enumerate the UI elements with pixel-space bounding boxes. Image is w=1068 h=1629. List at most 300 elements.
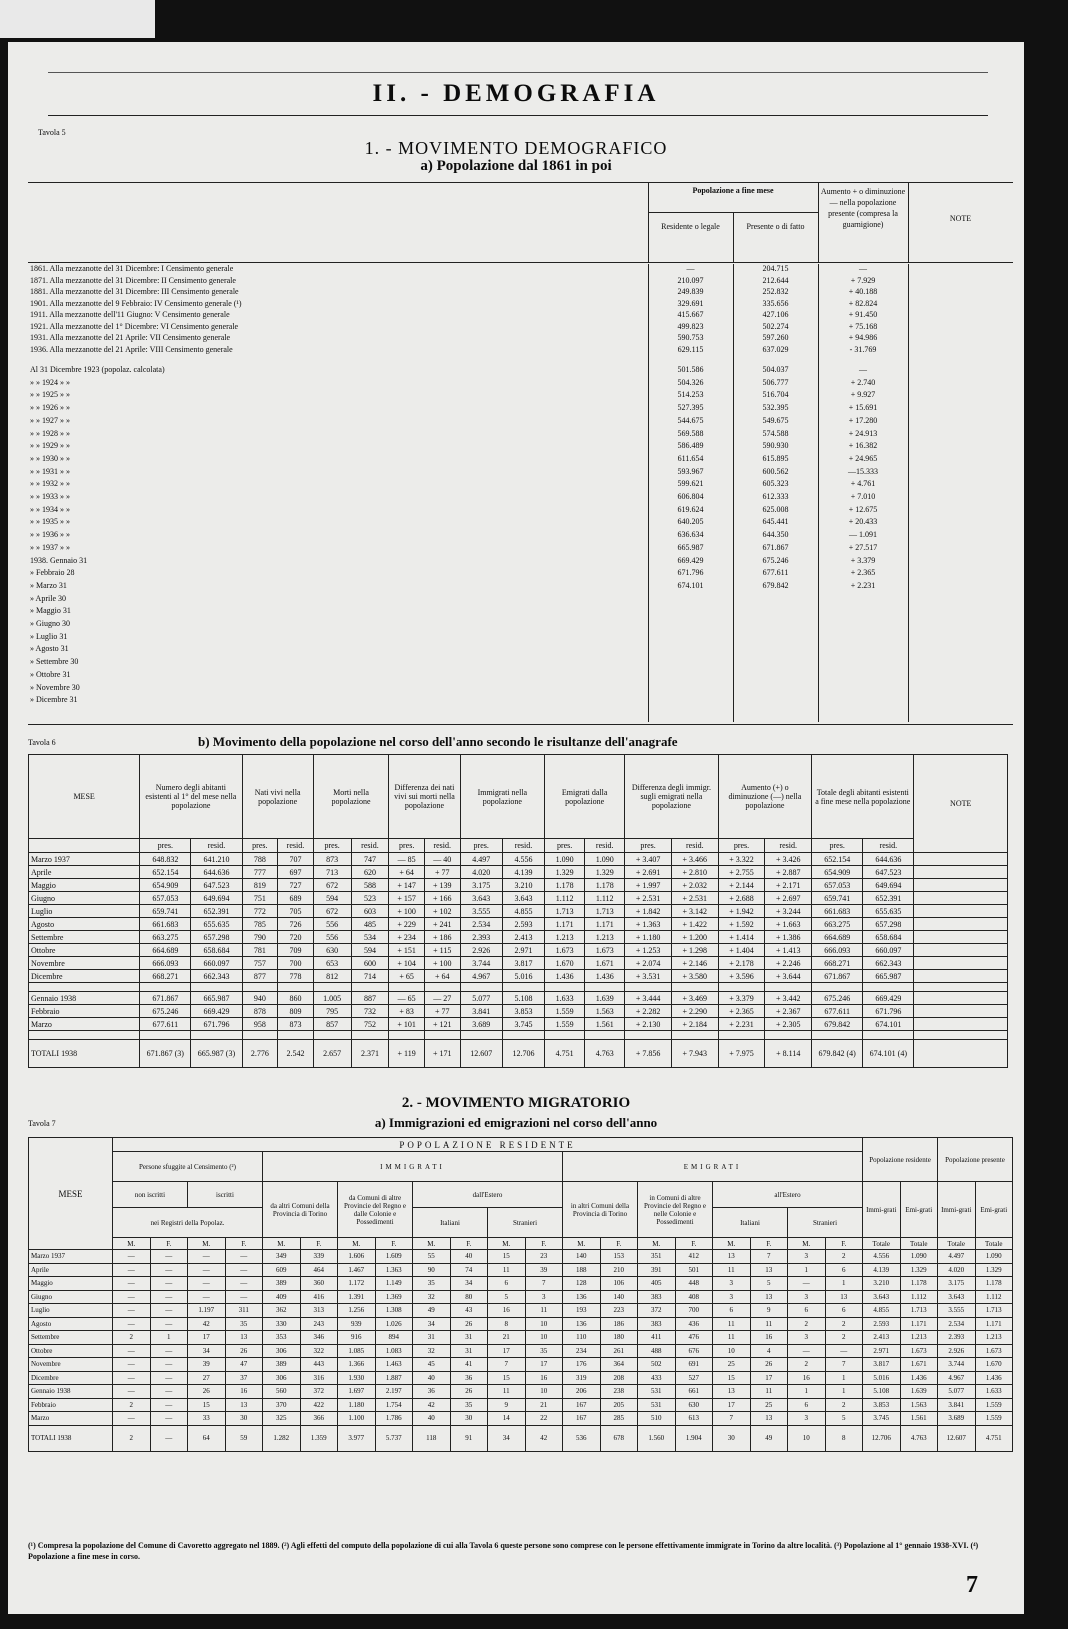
t7-cell: 176 [563, 1358, 601, 1372]
t6-cell: 3.853 [502, 1005, 544, 1018]
t6-spacer-cell [389, 1031, 425, 1040]
t5-row [28, 441, 1013, 454]
t7-cell: 1.112 [900, 1290, 938, 1304]
t7-cell: 560 [263, 1385, 301, 1399]
t6-cell: + 2.290 [671, 1005, 718, 1018]
t6-cell-note [914, 866, 1008, 879]
t5-row-aum: + 2.365 [850, 568, 876, 578]
t7-cell: — [188, 1250, 226, 1264]
t5-subtitle: a) Popolazione dal 1861 in poi [420, 158, 612, 174]
t7-cell: 35 [225, 1317, 263, 1331]
t6-cell: 860 [278, 992, 314, 1005]
t5-row-aum: + 75.168 [848, 321, 878, 331]
t6-cell: + 77 [424, 866, 460, 879]
t7-cell: 2 [825, 1331, 863, 1345]
t6-total-label: TOTALI 1938 [29, 1040, 140, 1068]
t6-sub-resid: resid. [278, 839, 314, 853]
t7-cell: 691 [675, 1358, 713, 1372]
t5-row-pres: 675.246 [762, 555, 789, 565]
t6-cell: 1.633 [545, 992, 585, 1005]
t5-row [28, 287, 1013, 299]
t7-cell: 3 [713, 1290, 751, 1304]
t6-cell: 3.643 [502, 892, 544, 905]
t6-cell: + 1.200 [671, 931, 718, 944]
t6-cell: 887 [351, 992, 389, 1005]
t5-row-label: » Marzo 31 [30, 580, 67, 590]
t6-h-aum: Aumento (+) o diminuzione (—) nella popolazione [718, 755, 811, 839]
t6-cell: + 2.531 [671, 892, 718, 905]
t6-cell-note [914, 905, 1008, 918]
t6-cell: + 2.688 [718, 892, 765, 905]
t6-total-cell: 2.776 [242, 1040, 278, 1068]
t6-cell: 671.867 [812, 970, 863, 983]
t5-row-pres: 679.842 [762, 580, 789, 590]
t5-row-aum: + 91.450 [848, 310, 878, 319]
t6-spacer-cell [545, 983, 585, 992]
t7-cell: 26 [188, 1385, 226, 1399]
t7-total-cell: 42 [525, 1425, 563, 1451]
t7-cell: — [150, 1358, 188, 1372]
t7-cell: 10 [713, 1344, 751, 1358]
t6-cell: 647.523 [191, 879, 242, 892]
t5-row-res: 599.621 [677, 479, 704, 489]
t7-cell: 370 [263, 1398, 301, 1412]
section-1-title: 1. - MOVIMENTO DEMOGRAFICO [364, 138, 668, 158]
t7-cell: 366 [300, 1412, 338, 1426]
t6-cell: 873 [278, 1018, 314, 1031]
t5-row-pres: 615.895 [762, 453, 789, 463]
t6-spacer-cell [460, 983, 502, 992]
t7-cell: 32 [413, 1290, 451, 1304]
t6-cell: 658.684 [191, 944, 242, 957]
t6-cell: + 83 [389, 1005, 425, 1018]
t6-spacer-cell [29, 983, 140, 992]
t7-sub-f: F. [150, 1238, 188, 1250]
t7-cell: 5.108 [863, 1385, 901, 1399]
t7-cell: 1.639 [900, 1385, 938, 1399]
t7-cell: 42 [413, 1398, 451, 1412]
t6-cell: 663.275 [812, 918, 863, 931]
t6-cell: + 2.697 [765, 892, 812, 905]
t7-cell: 25 [750, 1398, 788, 1412]
t7-cell: — [113, 1317, 151, 1331]
t7-cell: 34 [450, 1277, 488, 1291]
t7-cell: 372 [638, 1304, 676, 1318]
t6-spacer-cell [242, 1031, 278, 1040]
t5-row [28, 322, 1013, 334]
t5-row [28, 619, 1013, 632]
t7-cell: 11 [525, 1304, 563, 1318]
t7-cell: 9 [488, 1398, 526, 1412]
t7-cell: 330 [263, 1317, 301, 1331]
t7-cell: 1.670 [975, 1358, 1013, 1372]
t7-cell-month: Aprile [29, 1263, 113, 1277]
t6-cell: 664.689 [140, 944, 191, 957]
t7-h-allestero: all'Estero [713, 1182, 863, 1208]
t6-h-diff: Differenza dei nati vivi sui morti nella popolazione [389, 755, 460, 839]
t5-row-res: 640.205 [677, 517, 704, 527]
t7-cell: 1.308 [375, 1304, 413, 1318]
t7-h-emig: EMIGRATI [563, 1152, 863, 1182]
t7-cell: 31 [413, 1331, 451, 1345]
t6-cell: 726 [278, 918, 314, 931]
t6-cell: + 3.142 [671, 905, 718, 918]
t6-cell: 1.213 [585, 931, 625, 944]
t7-cell: 2.926 [938, 1344, 976, 1358]
t6-cell: 713 [313, 866, 351, 879]
t6-cell: + 2.755 [718, 866, 765, 879]
t7-cell: 26 [225, 1344, 263, 1358]
t7-row [29, 1331, 1013, 1345]
t7-cell: 1.697 [338, 1385, 376, 1399]
t6-table [28, 754, 1008, 1068]
t5-row [28, 390, 1013, 403]
t6-cell: + 229 [389, 918, 425, 931]
t7-cell: 31 [450, 1331, 488, 1345]
t5-row-pres: 335.656 [762, 298, 789, 308]
t7-cell: 206 [563, 1385, 601, 1399]
t7-cell: 15 [488, 1371, 526, 1385]
t5-row-label: » » 1937 » » [30, 542, 70, 552]
t7-cell: 1.180 [338, 1398, 376, 1412]
t7-h-emig-res: Emi-grati [900, 1182, 938, 1238]
t6-cell: + 234 [389, 931, 425, 944]
t6-cell: 669.429 [863, 992, 914, 1005]
t5-row-pres: 590.930 [762, 441, 789, 451]
t7-cell: 1 [825, 1385, 863, 1399]
t7-cell: — [188, 1277, 226, 1291]
t6-row [29, 957, 1008, 970]
t6-spacer-cell [765, 983, 812, 992]
t6-cell: 1.561 [585, 1018, 625, 1031]
t7-cell: 1.366 [338, 1358, 376, 1372]
t7-row [29, 1371, 1013, 1385]
t5-row-label: » » 1933 » » [30, 492, 70, 501]
t7-row [29, 1304, 1013, 1318]
t6-cell-month: Marzo [29, 1018, 140, 1031]
t6-spacer-cell [278, 983, 314, 992]
t6-cell: 653 [313, 957, 351, 970]
t7-cell: 17 [713, 1398, 751, 1412]
t7-cell: 700 [675, 1304, 713, 1318]
t5-row-pres: 644.350 [762, 530, 789, 540]
t7-cell: 389 [263, 1277, 301, 1291]
t6-cell: + 3.244 [765, 905, 812, 918]
t6-cell: 1.670 [545, 957, 585, 970]
t7-cell: 325 [263, 1412, 301, 1426]
t7-cell: 488 [638, 1344, 676, 1358]
t6-spacer-cell [140, 983, 191, 992]
t6-sub-resid: resid. [424, 839, 460, 853]
t6-spacer-cell [313, 1031, 351, 1040]
t7-cell: 13 [750, 1263, 788, 1277]
t7-sub-m: M. [638, 1238, 676, 1250]
t5-row-aum: + 94.986 [848, 333, 878, 342]
t7-total-cell: 1.282 [263, 1425, 301, 1451]
t7-sub-totale: Totale [938, 1238, 976, 1250]
t6-sub-resid: resid. [191, 839, 242, 853]
t6-row [29, 866, 1008, 879]
t6-cell: 655.635 [863, 905, 914, 918]
t6-cell: 659.741 [812, 892, 863, 905]
t7-sub-totale: Totale [863, 1238, 901, 1250]
t7-cell: 15 [488, 1250, 526, 1264]
t5-row-label: » Agosto 31 [30, 644, 69, 654]
t7-cell: 2.197 [375, 1385, 413, 1399]
t7-cell: 1.606 [338, 1250, 376, 1264]
t7-cell: 39 [525, 1263, 563, 1277]
t5-row [28, 517, 1013, 530]
t7-cell: 106 [600, 1277, 638, 1291]
t7-cell: 234 [563, 1344, 601, 1358]
t7-cell-month: Agosto [29, 1317, 113, 1331]
t6-h-morti: Morti nella popolazione [313, 755, 389, 839]
t6-cell: + 2.691 [625, 866, 672, 879]
t6-spacer-cell [278, 1031, 314, 1040]
t6-cell: 1.005 [313, 992, 351, 1005]
t7-cell: 1.026 [375, 1317, 413, 1331]
t5-row-pres: 625.008 [762, 504, 789, 514]
t7-cell: 186 [600, 1317, 638, 1331]
t6-cell: 747 [351, 853, 389, 866]
t7-cell: 2 [825, 1398, 863, 1412]
t7-cell: 8 [488, 1317, 526, 1331]
t6-cell: 940 [242, 992, 278, 1005]
t7-total-cell: 5.737 [375, 1425, 413, 1451]
t7-cell: 1.100 [338, 1412, 376, 1426]
t7-cell: 11 [750, 1317, 788, 1331]
t7-row [29, 1344, 1013, 1358]
t6-cell: 655.635 [191, 918, 242, 931]
t6-spacer-cell [718, 1031, 765, 1040]
t6-cell: 4.020 [460, 866, 502, 879]
t5-row-aum: + 24.913 [848, 428, 878, 438]
t7-cell: 383 [638, 1317, 676, 1331]
t6-cell: 709 [278, 944, 314, 957]
t7-sub-f: F. [675, 1238, 713, 1250]
t6-cell: 819 [242, 879, 278, 892]
t7-cell: — [825, 1344, 863, 1358]
t7-cell: 16 [488, 1304, 526, 1318]
t7-cell: 7 [488, 1358, 526, 1372]
t5-row-res: 593.967 [677, 466, 704, 476]
t5-row-res: 249.839 [677, 287, 704, 296]
t7-cell: 208 [600, 1371, 638, 1385]
t7-cell: 10 [525, 1317, 563, 1331]
t7-sub-m: M. [788, 1238, 826, 1250]
t6-cell: + 2.074 [625, 957, 672, 970]
t6-cell-month: Gennaio 1938 [29, 992, 140, 1005]
t5-row-pres: 504.037 [762, 365, 789, 374]
t7-cell: 3.175 [938, 1277, 976, 1291]
t6-cell: 1.178 [545, 879, 585, 892]
t7-cell: 1.467 [338, 1263, 376, 1277]
t7-cell: 13 [750, 1290, 788, 1304]
t7-sub-m: M. [188, 1238, 226, 1250]
t7-cell: 6 [788, 1304, 826, 1318]
t6-cell: 3.817 [502, 957, 544, 970]
t5-row-label: » Novembre 30 [30, 682, 80, 692]
t6-cell: — 65 [389, 992, 425, 1005]
t6-cell: + 3.426 [765, 853, 812, 866]
t6-cell: + 1.298 [671, 944, 718, 957]
t7-cell-month: Dicembre [29, 1371, 113, 1385]
t7-cell: 140 [563, 1250, 601, 1264]
t7-h-stran-out: Stranieri [788, 1208, 863, 1238]
t5-row-pres: 671.867 [762, 542, 789, 552]
t5-row-pres: 506.777 [762, 377, 789, 387]
t5-row-res: 415.667 [677, 310, 704, 319]
t7-table [28, 1137, 1013, 1452]
t5-row-aum: + 3.379 [850, 555, 876, 565]
t6-cell: + 241 [424, 918, 460, 931]
t5-row-aum: + 7.010 [850, 492, 876, 501]
t5-header-rule [28, 262, 1013, 263]
t7-h-dacomuni: da Comuni di altre Provincie del Regno e dalle Colonie e Possedimenti [338, 1182, 413, 1238]
t7-cell: 31 [450, 1344, 488, 1358]
t5-row-res: 499.823 [677, 321, 704, 331]
t7-cell: 2.393 [938, 1331, 976, 1345]
t7-cell: 1.930 [338, 1371, 376, 1385]
t7-cell: — [113, 1290, 151, 1304]
t7-cell: 443 [300, 1358, 338, 1372]
t7-total-cell: 678 [600, 1425, 638, 1451]
t7-cell: 3.643 [863, 1290, 901, 1304]
t6-cell: + 2.146 [671, 957, 718, 970]
t7-cell: 1.436 [975, 1371, 1013, 1385]
t7-cell: 10 [525, 1331, 563, 1345]
t6-cell-month: Aprile [29, 866, 140, 879]
t6-cell: + 1.842 [625, 905, 672, 918]
t6-row [29, 931, 1008, 944]
t7-cell: 140 [600, 1290, 638, 1304]
t7-cell: 36 [450, 1371, 488, 1385]
t6-cell: + 1.404 [718, 944, 765, 957]
section-2-title: 2. - MOVIMENTO MIGRATORIO [401, 1095, 631, 1111]
t6-cell: 785 [242, 918, 278, 931]
t7-cell: 464 [300, 1263, 338, 1277]
t6-cell: 662.343 [863, 957, 914, 970]
t6-total-cell: 2.542 [278, 1040, 314, 1068]
t6-cell: 751 [242, 892, 278, 905]
t7-cell: 4.139 [863, 1263, 901, 1277]
t7-cell: 13 [225, 1331, 263, 1345]
t7-cell: 7 [825, 1358, 863, 1372]
t6-spacer-cell [585, 983, 625, 992]
t5-row-pres: 612.333 [762, 492, 789, 501]
t6-sub-pres: pres. [460, 839, 502, 853]
t7-cell: 1.256 [338, 1304, 376, 1318]
t7-cell: 3.689 [938, 1412, 976, 1426]
t7-cell: 1.633 [975, 1385, 1013, 1399]
t6-cell: 663.275 [140, 931, 191, 944]
t7-cell: 1.609 [375, 1250, 413, 1264]
t7-cell: — [150, 1277, 188, 1291]
t5-row-aum: + 82.824 [848, 298, 878, 308]
t7-h-noniscr: non iscritti [113, 1182, 188, 1208]
t7-cell: 360 [300, 1277, 338, 1291]
t7-cell: 422 [300, 1398, 338, 1412]
t7-row [29, 1398, 1013, 1412]
t6-cell: + 1.997 [625, 879, 672, 892]
t7-cell: 34 [413, 1317, 451, 1331]
t5-row [28, 606, 1013, 619]
t6-cell: 644.636 [191, 866, 242, 879]
t6-cell: 588 [351, 879, 389, 892]
t7-cell: 17 [188, 1331, 226, 1345]
t6-cell-month: Maggio [29, 879, 140, 892]
t7-cell: 1.329 [900, 1263, 938, 1277]
t6-cell-month: Ottobre [29, 944, 140, 957]
t7-cell: 313 [300, 1304, 338, 1318]
t7-cell: 1.172 [338, 1277, 376, 1291]
t7-cell: 436 [675, 1317, 713, 1331]
t7-cell: 16 [225, 1385, 263, 1399]
t7-h-dallestero: dall'Estero [413, 1182, 563, 1208]
t7-row [29, 1358, 1013, 1372]
t7-cell: — [150, 1290, 188, 1304]
t7-cell: 346 [300, 1331, 338, 1345]
t7-total-cell: 12.706 [863, 1425, 901, 1451]
t5-row [28, 333, 1013, 345]
t7-cell: — [150, 1371, 188, 1385]
t7-cell: 74 [450, 1263, 488, 1277]
t7-cell: 613 [675, 1412, 713, 1426]
t5-row-aum: + 4.761 [850, 479, 876, 489]
t7-cell: 3 [713, 1277, 751, 1291]
t7-sub-f: F. [525, 1238, 563, 1250]
t5-row [28, 454, 1013, 467]
t7-total-cell: 49 [750, 1425, 788, 1451]
t6-cell: 777 [242, 866, 278, 879]
t7-cell: 15 [188, 1398, 226, 1412]
t7-cell: 41 [450, 1358, 488, 1372]
t7-total-label: TOTALI 1938 [29, 1425, 113, 1451]
t7-cell: 661 [675, 1385, 713, 1399]
t7-cell: 39 [188, 1358, 226, 1372]
t7-total-cell: 1.359 [300, 1425, 338, 1451]
t6-cell: 790 [242, 931, 278, 944]
t5-row [28, 657, 1013, 670]
t6-spacer-cell [625, 983, 672, 992]
t7-cell: 16 [525, 1371, 563, 1385]
t6-cell: 668.271 [140, 970, 191, 983]
t5-row [28, 568, 1013, 581]
t7-h-sfugg: Persone sfuggite al Censimento (²) [113, 1152, 263, 1182]
t6-cell: 1.329 [585, 866, 625, 879]
t6-cell: 1.329 [545, 866, 585, 879]
t6-cell: 534 [351, 931, 389, 944]
t6-cell: + 100 [424, 957, 460, 970]
t5-row-label: Al 31 Dicembre 1923 (popolaz. calcolata) [30, 365, 165, 374]
t7-cell: 1.213 [900, 1331, 938, 1345]
t7-cell: 1.090 [900, 1250, 938, 1264]
t7-cell: 322 [300, 1344, 338, 1358]
t7-total-cell: 8 [825, 1425, 863, 1451]
t5-row-label: » » 1934 » » [30, 504, 70, 514]
t6-row [29, 853, 1008, 866]
t7-cell: 26 [450, 1317, 488, 1331]
t7-h-emig-pres: Emi-grati [975, 1182, 1013, 1238]
t7-cell-month: Luglio [29, 1304, 113, 1318]
t7-total-cell: 12.607 [938, 1425, 976, 1451]
t7-h-immig: IMMIGRATI [263, 1152, 563, 1182]
t7-cell: 3 [788, 1412, 826, 1426]
t6-spacer-cell [460, 1031, 502, 1040]
t7-cell: 2.534 [938, 1317, 976, 1331]
t5-row [28, 543, 1013, 556]
t7-cell: 1.197 [188, 1304, 226, 1318]
